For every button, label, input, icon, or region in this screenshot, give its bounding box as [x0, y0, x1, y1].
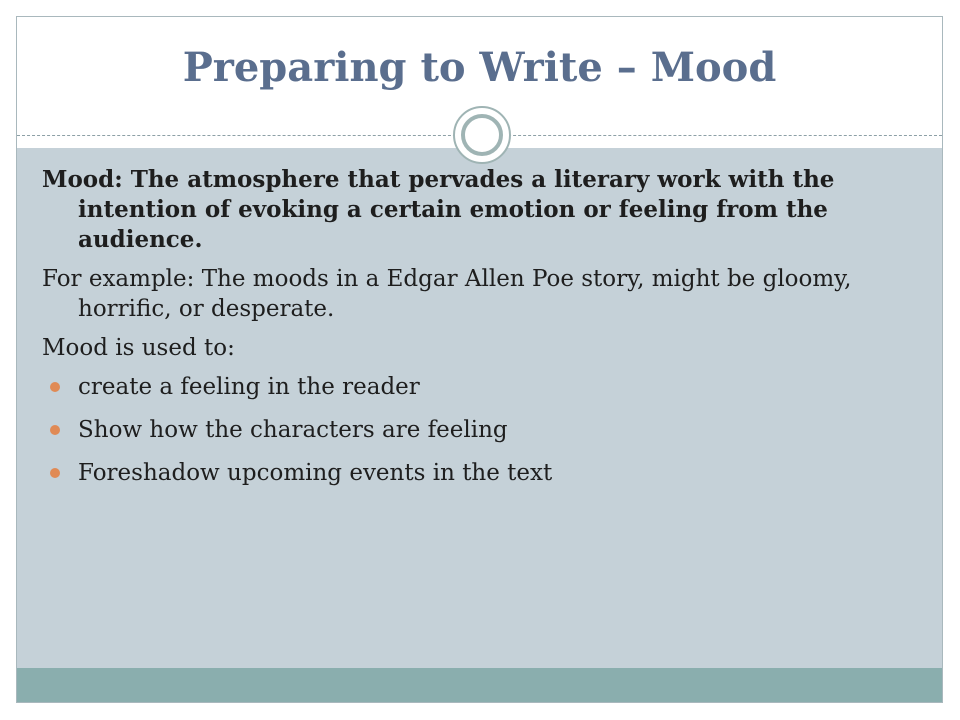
list-item [42, 372, 922, 402]
mood-intro: Mood is used to: [42, 335, 235, 361]
bullet-dot-icon [50, 425, 60, 435]
mood-definition: Mood: The atmosphere that pervades a literary work with the intention of evoking a certain emotion or feeling from the audience. [42, 166, 835, 253]
list-item-text: Show how the characters are feeling [78, 417, 508, 443]
slide-content [42, 165, 922, 501]
footer-band [17, 668, 942, 702]
mood-example: For example: The moods in a Edgar Allen Poe story, might be gloomy, horrific, or desperate. [42, 266, 852, 322]
mood-uses-list [42, 372, 922, 488]
bullet-dot-icon [50, 382, 60, 392]
slide-title: Preparing to Write – Mood [182, 44, 777, 91]
bullet-dot-icon [50, 468, 60, 478]
list-item-text: Foreshadow upcoming events in the text [78, 460, 553, 486]
circle-ornament-icon [453, 106, 511, 164]
list-item-text: create a feeling in the reader [78, 374, 420, 400]
list-item [42, 458, 922, 488]
circle-ornament-inner [461, 114, 503, 156]
list-item [42, 415, 922, 445]
